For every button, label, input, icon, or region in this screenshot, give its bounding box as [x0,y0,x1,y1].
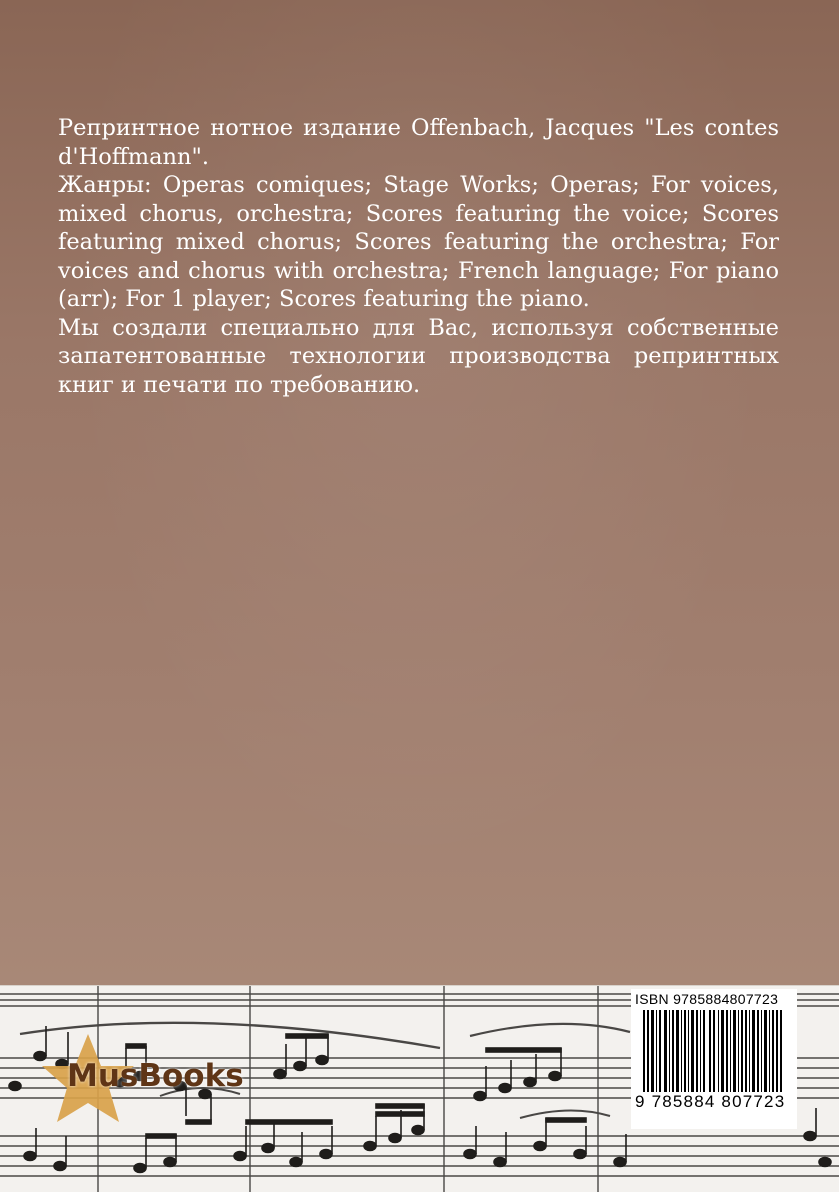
description-paragraph-title: Репринтное нотное издание Offenbach, Jacques "Les contes d'Hoffmann". [58,115,779,170]
publisher-logo-text: MusBooks [67,1058,244,1094]
isbn-label: ISBN 9785884807723 [635,991,779,1007]
barcode-digits: 9 785884 807723 [635,1092,793,1112]
isbn-barcode [631,989,797,1129]
description-paragraph-publisher-note: Мы создали специально для Вас, используя собственные запатентованные технологии производства репринтных книг и печати по требованию. [58,314,779,398]
description-paragraph-genres: Жанры: Operas comiques; Stage Works; Operas; For voices, mixed chorus, orchestra; Scores featuring the voice; Scores featuring mixed chorus; Scores featuring the orchestra; For voices and chorus with orchestra; French language; For piano (arr); For 1 player; Scores featuring the piano. [58,172,779,312]
description-block [58,114,779,399]
